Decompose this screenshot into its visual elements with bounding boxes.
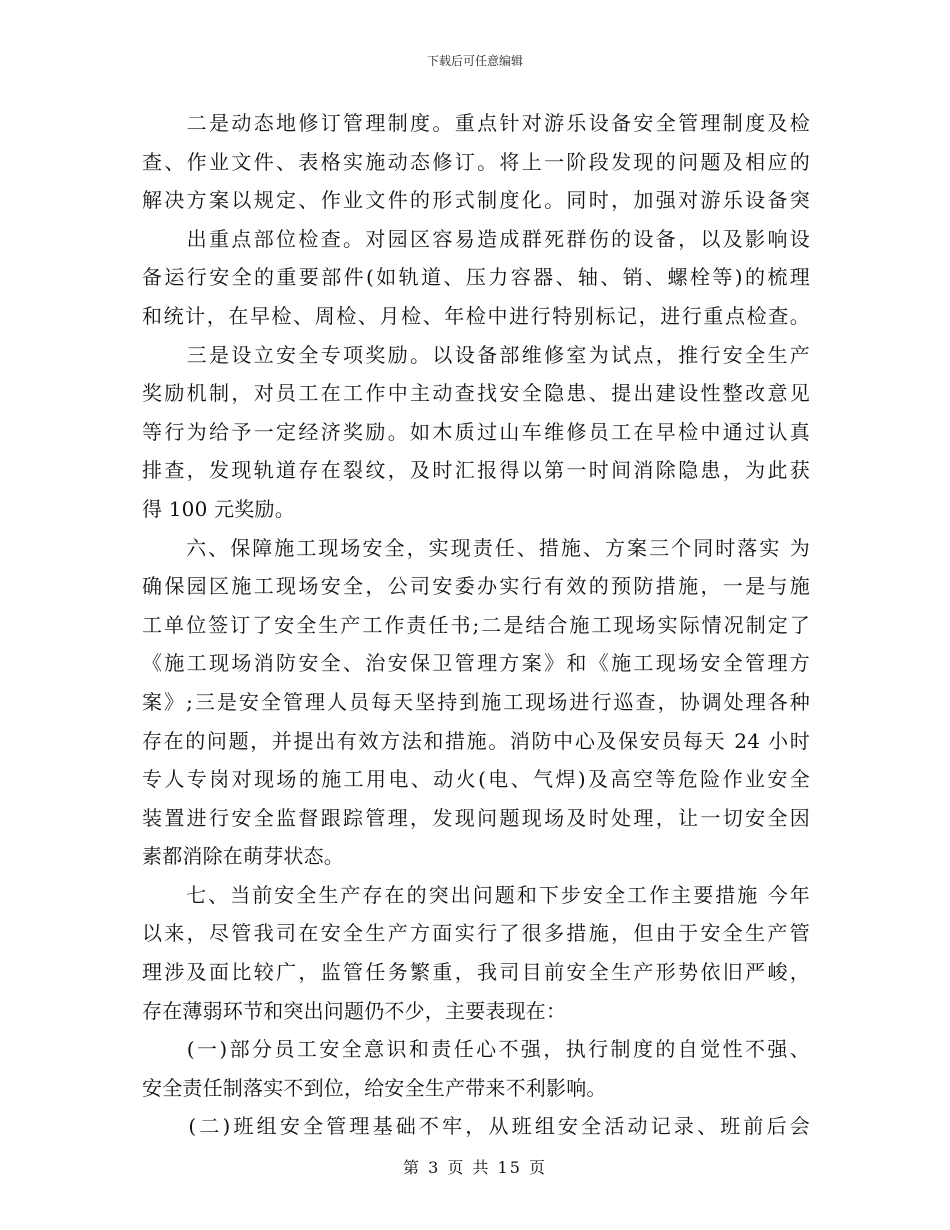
document-body: [142, 104, 810, 1146]
text-line: 得 100 元奖励。: [142, 496, 295, 521]
text-line: 确保园区施工现场安全，公司安委办实行有效的预防措施，一是与施: [142, 574, 810, 599]
text-line: 解决方案以规定、作业文件的形式制度化。同时，加强对游乐设备突: [142, 188, 810, 213]
page-number: 第 3 页 共 15 页: [403, 1158, 547, 1177]
text-line: 七、当前安全生产存在的突出问题和下步安全工作主要措施 今年: [142, 882, 810, 907]
text-line: 《施工现场消防安全、治安保卫管理方案》和《施工现场安全管理方: [142, 651, 810, 676]
text-line: 装置进行安全监督跟踪管理，发现问题现场及时处理，让一切安全因: [142, 805, 810, 830]
text-line: 查、作业文件、表格实施动态修订。将上一阶段发现的问题及相应的: [142, 149, 810, 174]
text-line: 案》;三是安全管理人员每天坚持到施工现场进行巡查，协调处理各种: [142, 689, 810, 714]
text-line: 三是设立安全专项奖励。以设备部维修室为试点，推行安全生产: [142, 342, 810, 367]
text-line: 素都消除在萌芽状态。: [142, 844, 344, 869]
text-line: 理涉及面比较广，监管任务繁重，我司目前安全生产形势依旧严峻，: [142, 960, 810, 985]
text-line: 排查，发现轨道存在裂纹，及时汇报得以第一时间消除隐患，为此获: [142, 458, 810, 483]
text-line: 等行为给予一定经济奖励。如木质过山车维修员工在早检中通过认真: [142, 419, 810, 444]
text-line: 以来，尽管我司在安全生产方面实行了很多措施，但由于安全生产管: [142, 921, 810, 946]
text-line: 二是动态地修订管理制度。重点针对游乐设备安全管理制度及检: [142, 111, 810, 135]
page-header: 下载后可任意编辑: [426, 54, 523, 68]
text-line: 备运行安全的重要部件(如轨道、压力容器、轴、销、螺栓等)的梳理: [142, 265, 810, 290]
text-line: 和统计，在早检、周检、月检、年检中进行特别标记，进行重点检查。: [142, 303, 810, 328]
text-line: 安全责任制落实不到位，给安全生产带来不利影响。: [142, 1075, 607, 1100]
text-line: (二)班组安全管理基础不牢，从班组安全活动记录、班前后会: [142, 1114, 810, 1139]
text-line: 存在的问题，并提出有效方法和措施。消防中心及保安员每天 24 小时: [142, 728, 810, 753]
text-line: 存在薄弱环节和突出问题仍不少，主要表现在：: [142, 998, 567, 1023]
text-line: 专人专岗对现场的施工用电、动火(电、气焊)及高空等危险作业安全: [142, 767, 810, 792]
text-line: 工单位签订了安全生产工作责任书;二是结合施工现场实际情况制定了: [142, 612, 810, 637]
text-line: (一)部分员工安全意识和责任心不强，执行制度的自觉性不强、: [142, 1037, 810, 1062]
text-line: 出重点部位检查。对园区容易造成群死群伤的设备，以及影响设: [142, 226, 810, 251]
text-line: 六、保障施工现场安全，实现责任、措施、方案三个同时落实 为: [142, 535, 810, 560]
text-line: 奖励机制，对员工在工作中主动查找安全隐患、提出建设性整改意见: [142, 381, 810, 406]
